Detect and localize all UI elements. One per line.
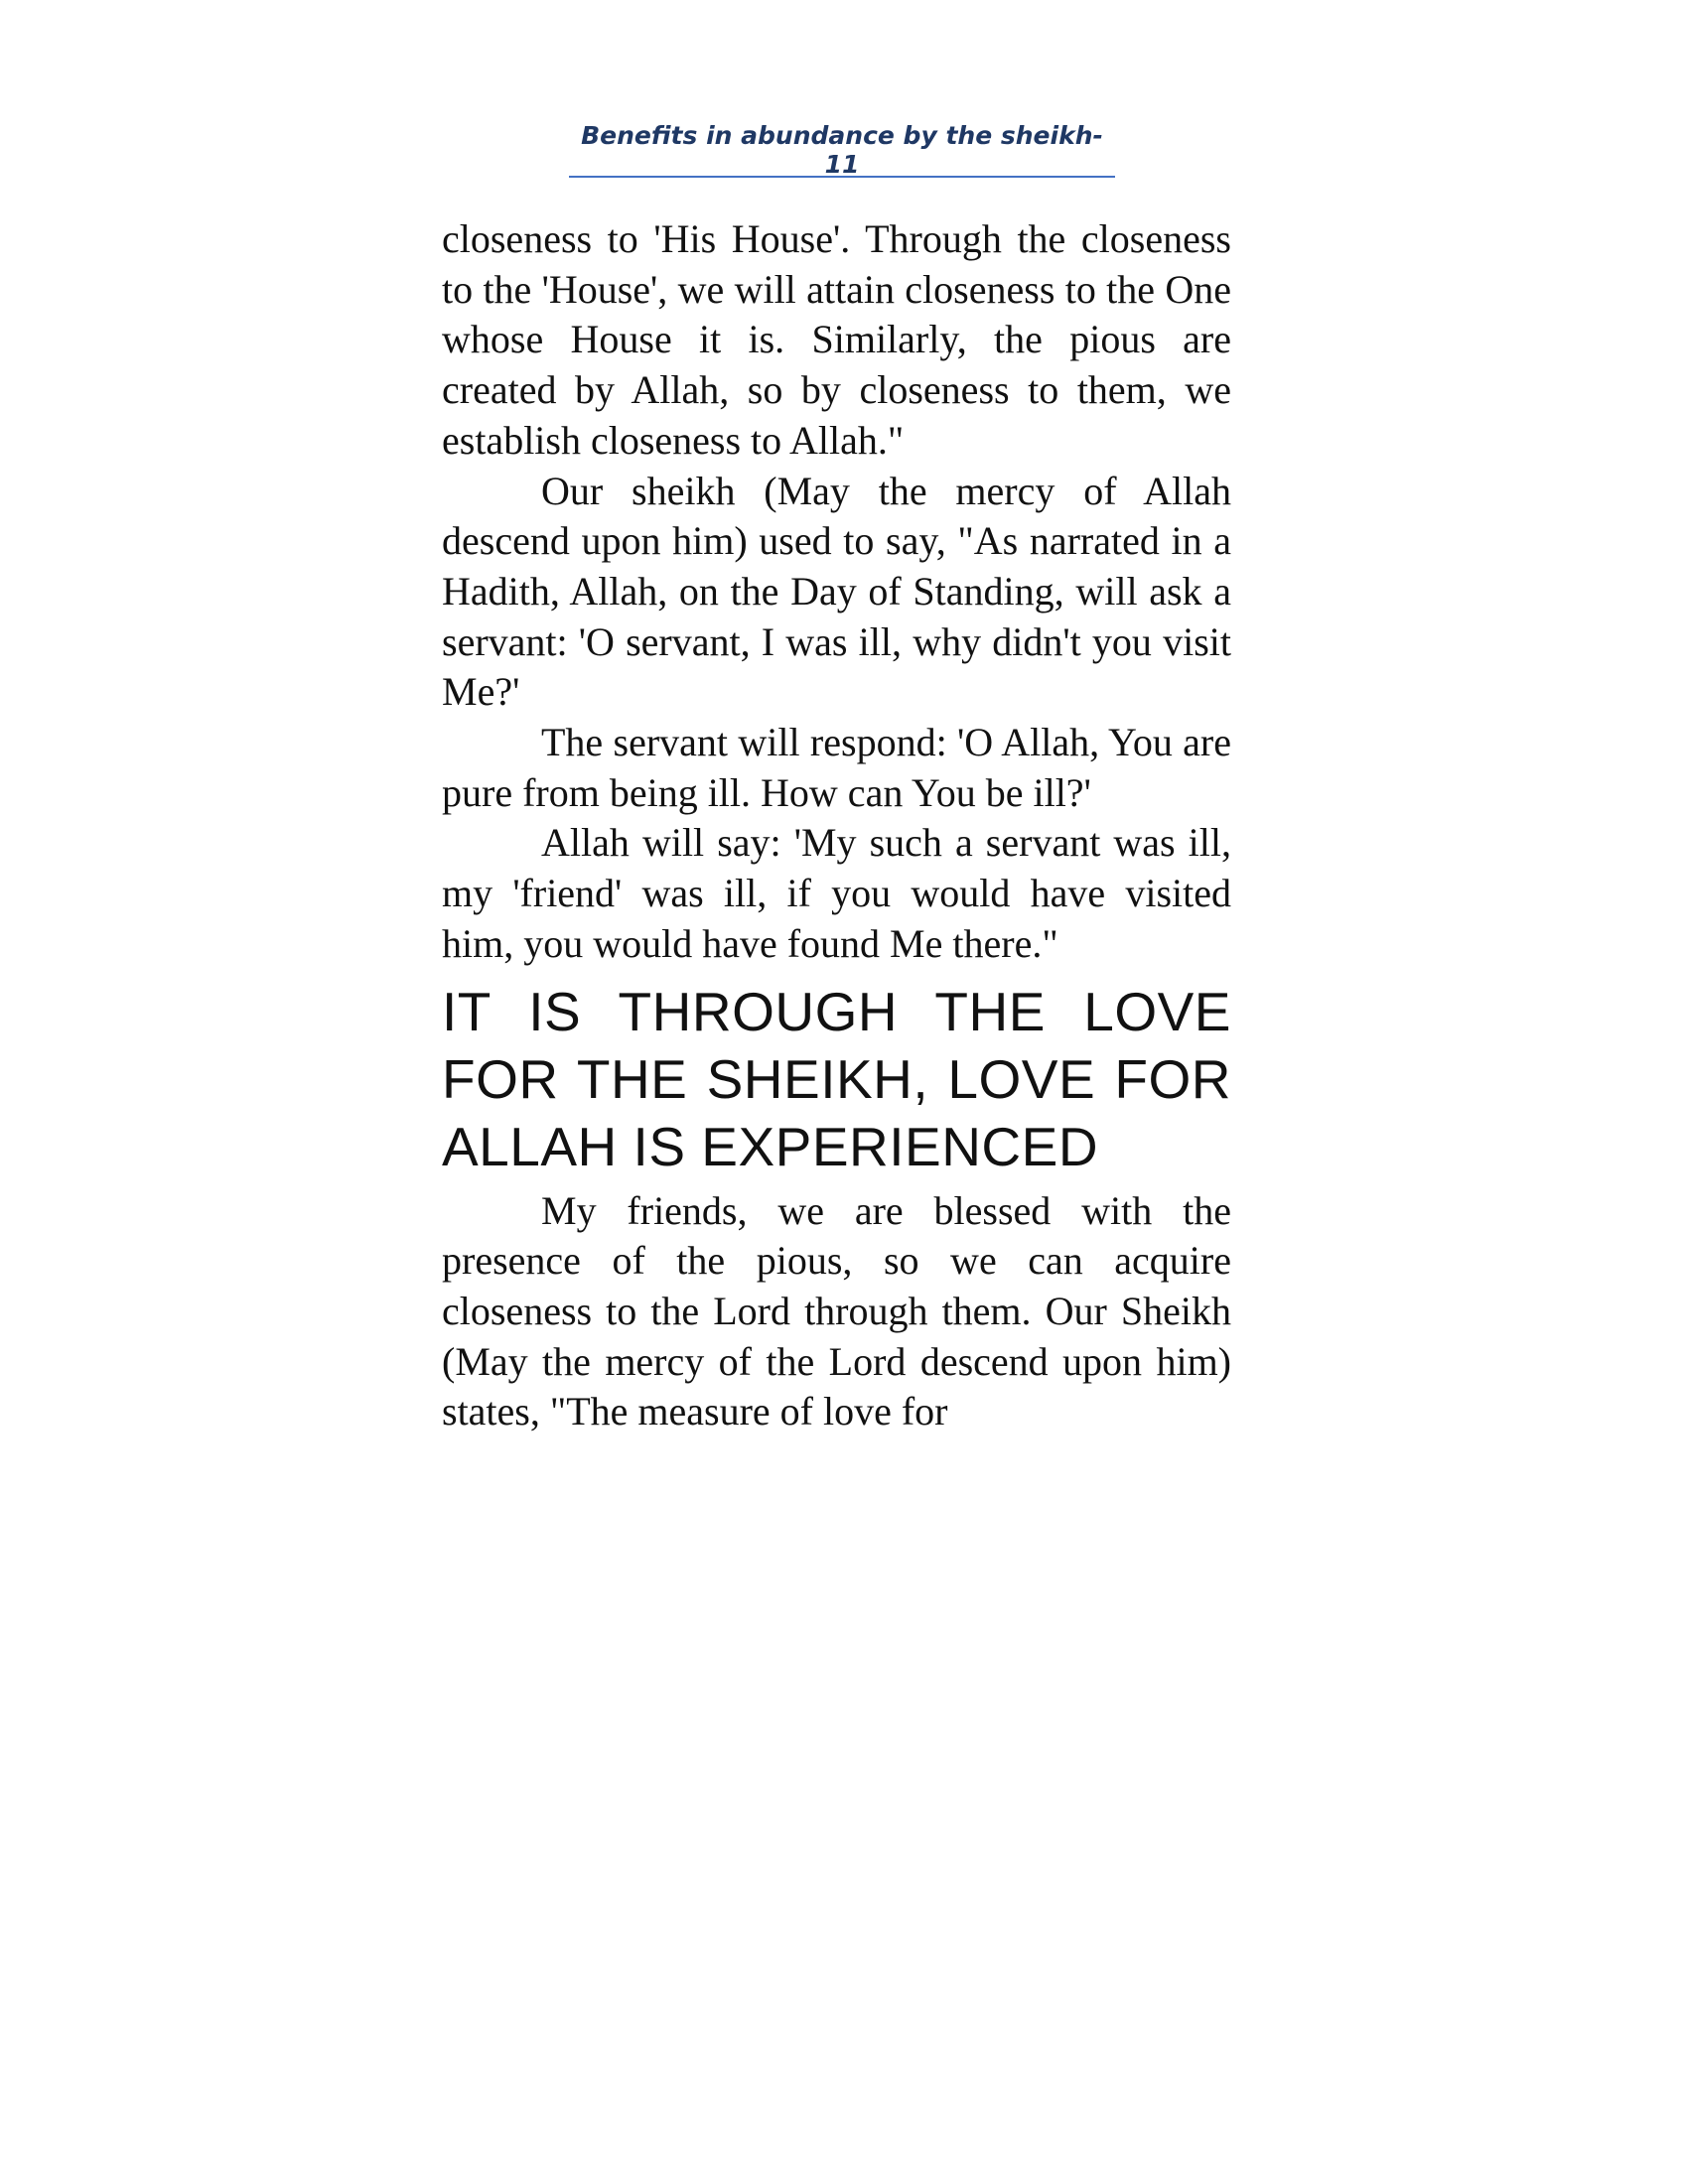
paragraph-servant-response: The servant will respond: 'O Allah, You are pure from being ill. How can You be ill?' (442, 720, 1231, 815)
paragraph-hadith-intro: Our sheikh (May the mercy of Allah descend upon him) used to say, "As narrated in a Hadith, Allah, on the Day of Standing, will ask a servant: 'O servant, I was ill, why didn't you visit Me?' (442, 468, 1231, 715)
paragraph-continuation: closeness to 'His House'. Through the closeness to the 'House', we will attain closeness to the One whose House it is. Similarly, the pious are created by Allah, so by closeness to them, we establish closeness to Allah." (442, 216, 1231, 463)
paragraph-allah-reply: Allah will say: 'My such a servant was ill, my 'friend' was ill, if you would have visited him, you would have found Me there." (442, 820, 1231, 966)
running-header-title: Benefits in abundance by the sheikh-11 (581, 121, 1103, 179)
page-body (442, 214, 1231, 1437)
header-divider (569, 176, 1115, 178)
section-heading: IT IS THROUGH THE LOVE FOR THE SHEIKH, LOVE FOR ALLAH IS EXPERIENCED (442, 980, 1231, 1177)
paragraph-friends: My friends, we are blessed with the presence of the pious, so we can acquire closeness to the Lord through them. Our Sheikh (May the mercy of the Lord descend upon him) states, "The measure of love for (442, 1187, 1231, 1434)
